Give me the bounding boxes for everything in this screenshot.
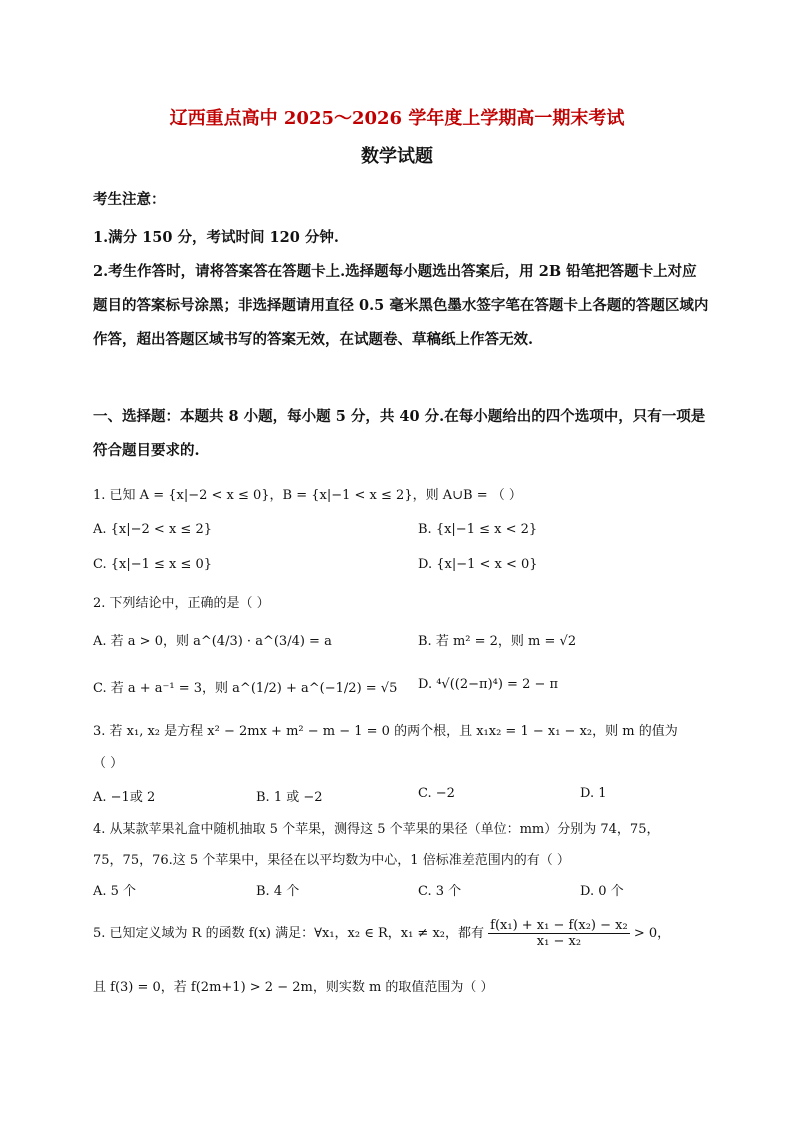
question-5-stem-line-2: 且 f(3) = 0，若 f(2m+1) > 2 − 2m，则实数 m 的取值范围为（ ）	[93, 980, 494, 995]
question-2-option-c: C. 若 a + a⁻¹ = 3，则 a^(1/2) + a^(−1/2) = √5	[93, 681, 398, 696]
question-5-fraction-denominator: x₁ − x₂	[536, 934, 582, 949]
section-1-heading: 一、选择题：本题共 8 小题，每小题 5 分，共 40 分.在每小题给出的四个选项中，只有一项是符合题目要求的.	[93, 408, 706, 459]
question-3-option-a: A. −1或 2	[93, 790, 156, 805]
question-5-stem-part-1: 5. 已知定义域为 R 的函数 f(x) 满足：∀x₁，x₂ ∈ R，x₁ ≠ x₂，都有	[93, 926, 484, 941]
question-3-paren: （ ）	[93, 756, 124, 771]
question-3-option-d: D. 1	[580, 786, 607, 801]
notice-heading: 考生注意：	[93, 191, 166, 208]
question-4-option-d: D. 0 个	[580, 884, 624, 899]
question-3-option-b: B. 1 或 −2	[256, 790, 323, 805]
question-5-stem-part-2: > 0，	[633, 926, 671, 941]
notice-item-2: 2.考生作答时，请将答案答在答题卡上.选择题每小题选出答案后，用 2B 铅笔把答题卡上对应题目的答案标号涂黑；非选择题请用直径 0.5 毫米黑色墨水签字笔在答题卡上各题的答题区域内作答，超出答题区域书写的答案无效，在试题卷、草稿纸上作答无效.	[93, 263, 709, 348]
question-4-stem-line-1: 4. 从某款苹果礼盒中随机抽取 5 个苹果，测得这 5 个苹果的果径（单位：mm）分别为 74，75，	[93, 822, 660, 837]
question-5-stem-line-1	[93, 918, 713, 949]
question-2-option-b: B. 若 m² = 2，则 m = √2	[418, 634, 577, 649]
question-3-option-c: C. −2	[418, 786, 455, 801]
question-4-option-c: C. 3 个	[418, 884, 462, 899]
question-1-option-c: C. {x|−1 ≤ x ≤ 0}	[93, 557, 213, 572]
question-2-option-d: D. ⁴√((2−π)⁴) = 2 − π	[418, 677, 559, 692]
question-4-option-b: B. 4 个	[256, 884, 300, 899]
exam-title: 辽西重点高中 2025～2026 学年度上学期高一期末考试	[169, 108, 625, 129]
question-1-option-b: B. {x|−1 ≤ x < 2}	[418, 522, 538, 537]
question-4-stem-line-2: 75，75，76.这 5 个苹果中，果径在以平均数为中心，1 倍标准差范围内的有（ ）	[93, 853, 570, 868]
question-4-option-a: A. 5 个	[93, 884, 137, 899]
question-5-fraction	[488, 918, 630, 949]
question-2-stem: 2. 下列结论中，正确的是（ ）	[93, 596, 270, 611]
question-1-option-d: D. {x|−1 < x < 0}	[418, 557, 538, 572]
question-3-stem: 3. 若 x₁, x₂ 是方程 x² − 2mx + m² − m − 1 = 0 的两个根，且 x₁x₂ = 1 − x₁ − x₂，则 m 的值为	[93, 724, 678, 739]
question-5-fraction-numerator: f(x₁) + x₁ − f(x₂) − x₂	[490, 918, 628, 933]
notice-item-1: 1.满分 150 分，考试时间 120 分钟.	[93, 229, 339, 246]
exam-subtitle: 数学试题	[361, 146, 433, 167]
question-1-stem: 1. 已知 A = {x|−2 < x ≤ 0}，B = {x|−1 < x ≤ 2}，则 A∪B = （ ）	[93, 488, 522, 503]
question-2-option-a: A. 若 a > 0，则 a^(4/3) · a^(3/4) = a	[93, 634, 332, 649]
question-1-option-a: A. {x|−2 < x ≤ 2}	[93, 522, 212, 537]
